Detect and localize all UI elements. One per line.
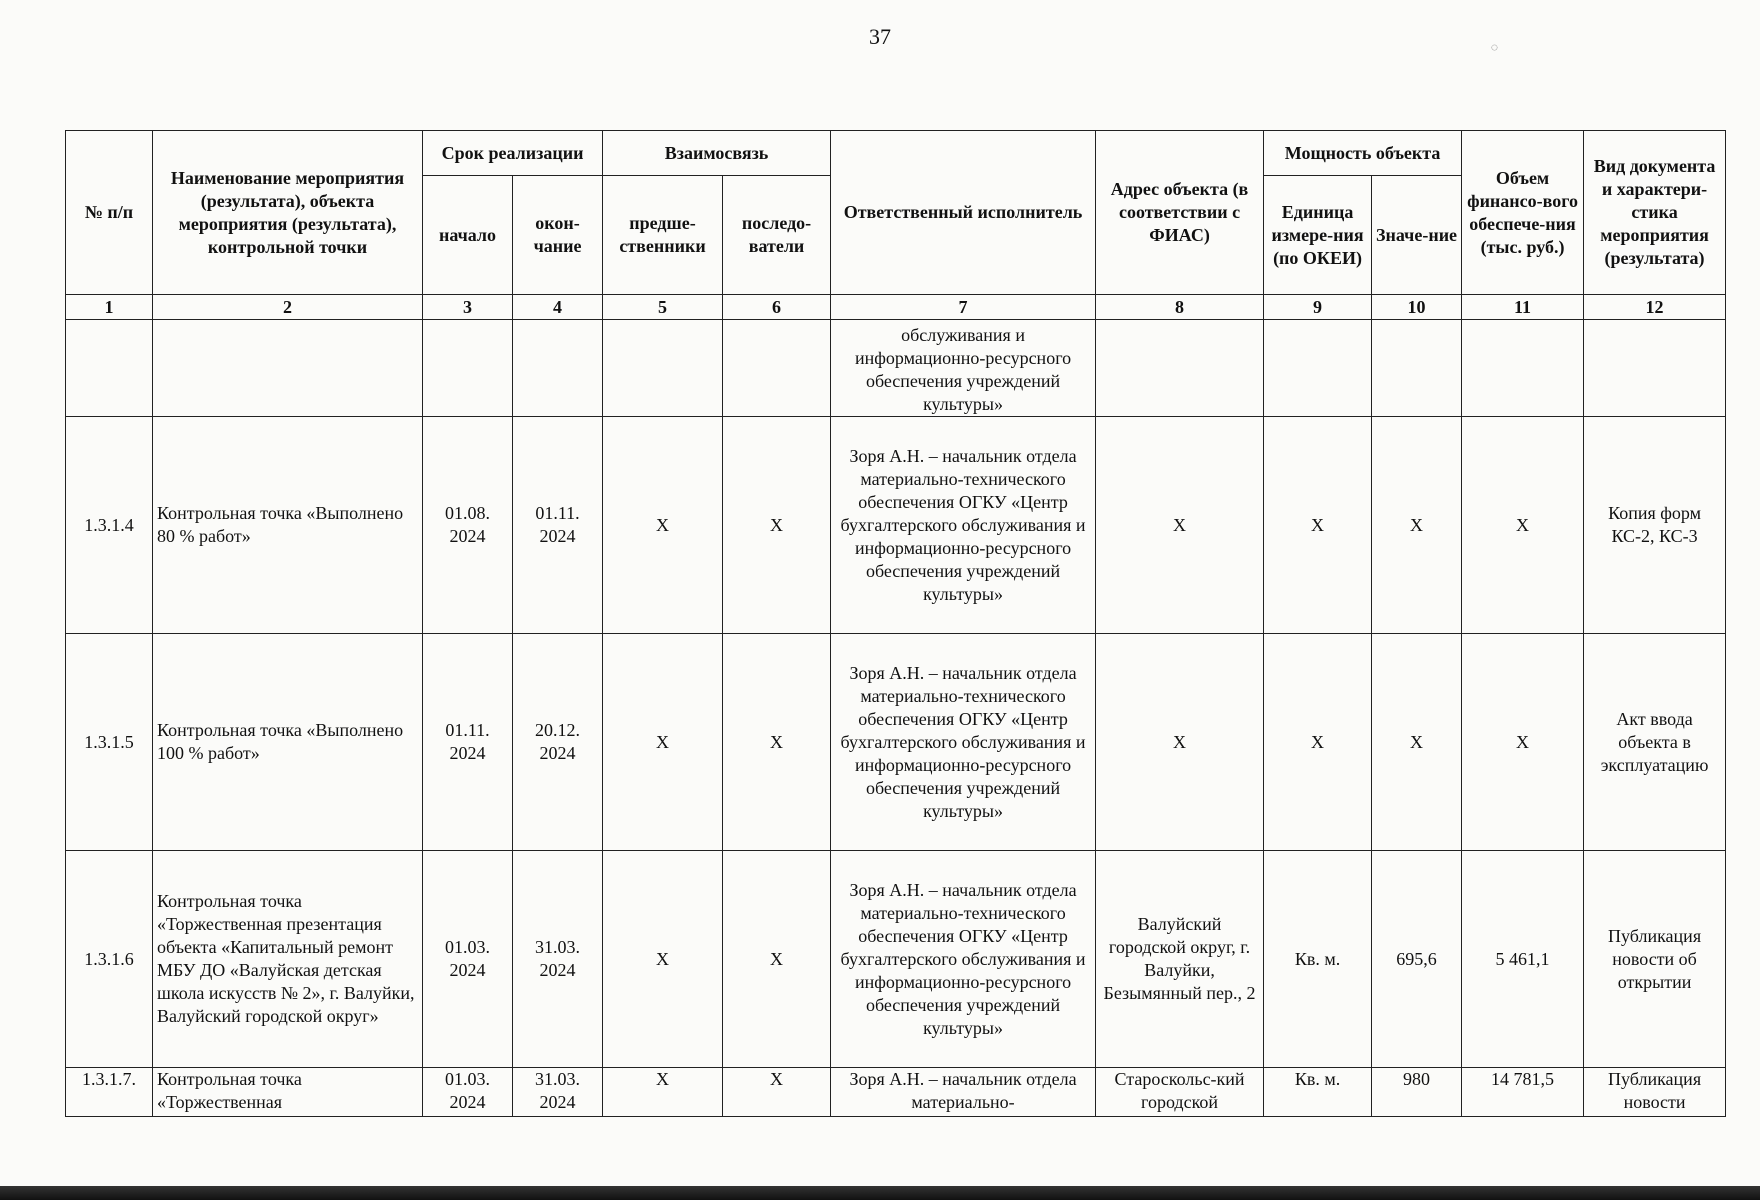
cell-finance: Х <box>1462 417 1584 634</box>
header-finance: Объем финансо-вого обеспече-ния (тыс. руб.) <box>1462 131 1584 295</box>
header-address: Адрес объекта (в соответствии с ФИАС) <box>1096 131 1264 295</box>
cell-doc: Акт ввода объекта в эксплуатацию <box>1584 634 1726 851</box>
column-number: 7 <box>831 295 1096 320</box>
cell-address <box>1096 320 1264 417</box>
cell-unit: Х <box>1264 634 1372 851</box>
column-number: 3 <box>423 295 513 320</box>
cell-address: Х <box>1096 417 1264 634</box>
table-row <box>66 634 1726 851</box>
column-number: 11 <box>1462 295 1584 320</box>
cell-num: 1.3.1.6 <box>66 851 153 1068</box>
header-value: Значе-ние <box>1372 176 1462 295</box>
cell-name: Контрольная точка «Торжественная <box>153 1068 423 1117</box>
cell-address: Староскольс-кий городской <box>1096 1068 1264 1117</box>
cell-end <box>513 320 603 417</box>
scan-edge-bar <box>0 1186 1760 1200</box>
column-number: 2 <box>153 295 423 320</box>
cell-num <box>66 320 153 417</box>
cell-pred: Х <box>603 1068 723 1117</box>
header-capacity: Мощность объекта <box>1264 131 1462 176</box>
column-numbers-row <box>66 295 1726 320</box>
cell-start: 01.03. 2024 <box>423 1068 513 1117</box>
cell-name: Контрольная точка «Выполнено 80 % работ» <box>153 417 423 634</box>
cell-doc: Публикация новости об открытии <box>1584 851 1726 1068</box>
cell-value <box>1372 320 1462 417</box>
column-number: 9 <box>1264 295 1372 320</box>
cell-end: 31.03. 2024 <box>513 851 603 1068</box>
cell-num: 1.3.1.7. <box>66 1068 153 1117</box>
cell-doc: Копия форм КС-2, КС-3 <box>1584 417 1726 634</box>
cell-start <box>423 320 513 417</box>
column-number: 1 <box>66 295 153 320</box>
cell-finance: Х <box>1462 634 1584 851</box>
table-row <box>66 320 1726 417</box>
header-pred: предше-ственники <box>603 176 723 295</box>
column-number: 6 <box>723 295 831 320</box>
cell-value: 695,6 <box>1372 851 1462 1068</box>
cell-unit: Х <box>1264 417 1372 634</box>
cell-name: Контрольная точка «Торжественная презентация объекта «Капитальный ремонт МБУ ДО «Валуйская детская школа искусств № 2», г. Валуйки, Валуйский городской округ» <box>153 851 423 1068</box>
column-number: 8 <box>1096 295 1264 320</box>
cell-unit: Кв. м. <box>1264 1068 1372 1117</box>
cell-succ <box>723 320 831 417</box>
column-number: 12 <box>1584 295 1726 320</box>
column-number: 4 <box>513 295 603 320</box>
cell-finance: 5 461,1 <box>1462 851 1584 1068</box>
cell-responsible: обслуживания и информационно-ресурсного обеспечения учреждений культуры» <box>831 320 1096 417</box>
table-row <box>66 417 1726 634</box>
cell-value: Х <box>1372 634 1462 851</box>
cell-value: Х <box>1372 417 1462 634</box>
cell-value: 980 <box>1372 1068 1462 1117</box>
header-link: Взаимосвязь <box>603 131 831 176</box>
cell-succ: Х <box>723 1068 831 1117</box>
cell-name <box>153 320 423 417</box>
cell-succ: Х <box>723 417 831 634</box>
cell-responsible: Зоря А.Н. – начальник отдела материально-технического обеспечения ОГКУ «Центр бухгалтерского обслуживания и информационно-ресурсного обеспечения учреждений культуры» <box>831 851 1096 1068</box>
cell-address: Валуйский городской округ, г. Валуйки, Безымянный пер., 2 <box>1096 851 1264 1068</box>
cell-finance <box>1462 320 1584 417</box>
cell-pred: Х <box>603 634 723 851</box>
cell-unit <box>1264 320 1372 417</box>
cell-finance: 14 781,5 <box>1462 1068 1584 1117</box>
cell-succ: Х <box>723 634 831 851</box>
cell-end: 20.12. 2024 <box>513 634 603 851</box>
table-row <box>66 1068 1726 1117</box>
header-responsible: Ответственный исполнитель <box>831 131 1096 295</box>
header-num: № п/п <box>66 131 153 295</box>
header-period: Срок реализации <box>423 131 603 176</box>
cell-pred: Х <box>603 851 723 1068</box>
column-number: 10 <box>1372 295 1462 320</box>
cell-doc <box>1584 320 1726 417</box>
cell-pred <box>603 320 723 417</box>
header-start: начало <box>423 176 513 295</box>
cell-succ: Х <box>723 851 831 1068</box>
cell-end: 01.11. 2024 <box>513 417 603 634</box>
cell-start: 01.08. 2024 <box>423 417 513 634</box>
cell-name: Контрольная точка «Выполнено 100 % работ» <box>153 634 423 851</box>
cell-doc: Публикация новости <box>1584 1068 1726 1117</box>
cell-unit: Кв. м. <box>1264 851 1372 1068</box>
cell-end: 31.03. 2024 <box>513 1068 603 1117</box>
header-name: Наименование мероприятия (результата), объекта мероприятия (результата), контрольной точки <box>153 131 423 295</box>
cell-num: 1.3.1.4 <box>66 417 153 634</box>
cell-responsible: Зоря А.Н. – начальник отдела материально-технического обеспечения ОГКУ «Центр бухгалтерского обслуживания и информационно-ресурсного обеспечения учреждений культуры» <box>831 417 1096 634</box>
cell-start: 01.03. 2024 <box>423 851 513 1068</box>
cell-pred: Х <box>603 417 723 634</box>
scan-speck: ◌ <box>1490 40 1498 54</box>
header-succ: последо-ватели <box>723 176 831 295</box>
cell-num: 1.3.1.5 <box>66 634 153 851</box>
column-number: 5 <box>603 295 723 320</box>
measures-table <box>65 130 1726 1117</box>
header-row-1 <box>66 131 1726 176</box>
header-end: окон-чание <box>513 176 603 295</box>
header-unit: Единица измере-ния (по ОКЕИ) <box>1264 176 1372 295</box>
page-number: 37 <box>869 24 891 49</box>
table-row <box>66 851 1726 1068</box>
cell-responsible: Зоря А.Н. – начальник отдела материально- <box>831 1068 1096 1117</box>
cell-start: 01.11. 2024 <box>423 634 513 851</box>
cell-responsible: Зоря А.Н. – начальник отдела материально-технического обеспечения ОГКУ «Центр бухгалтерского обслуживания и информационно-ресурсного обеспечения учреждений культуры» <box>831 634 1096 851</box>
cell-address: Х <box>1096 634 1264 851</box>
header-doc: Вид документа и характери-стика мероприятия (результата) <box>1584 131 1726 295</box>
